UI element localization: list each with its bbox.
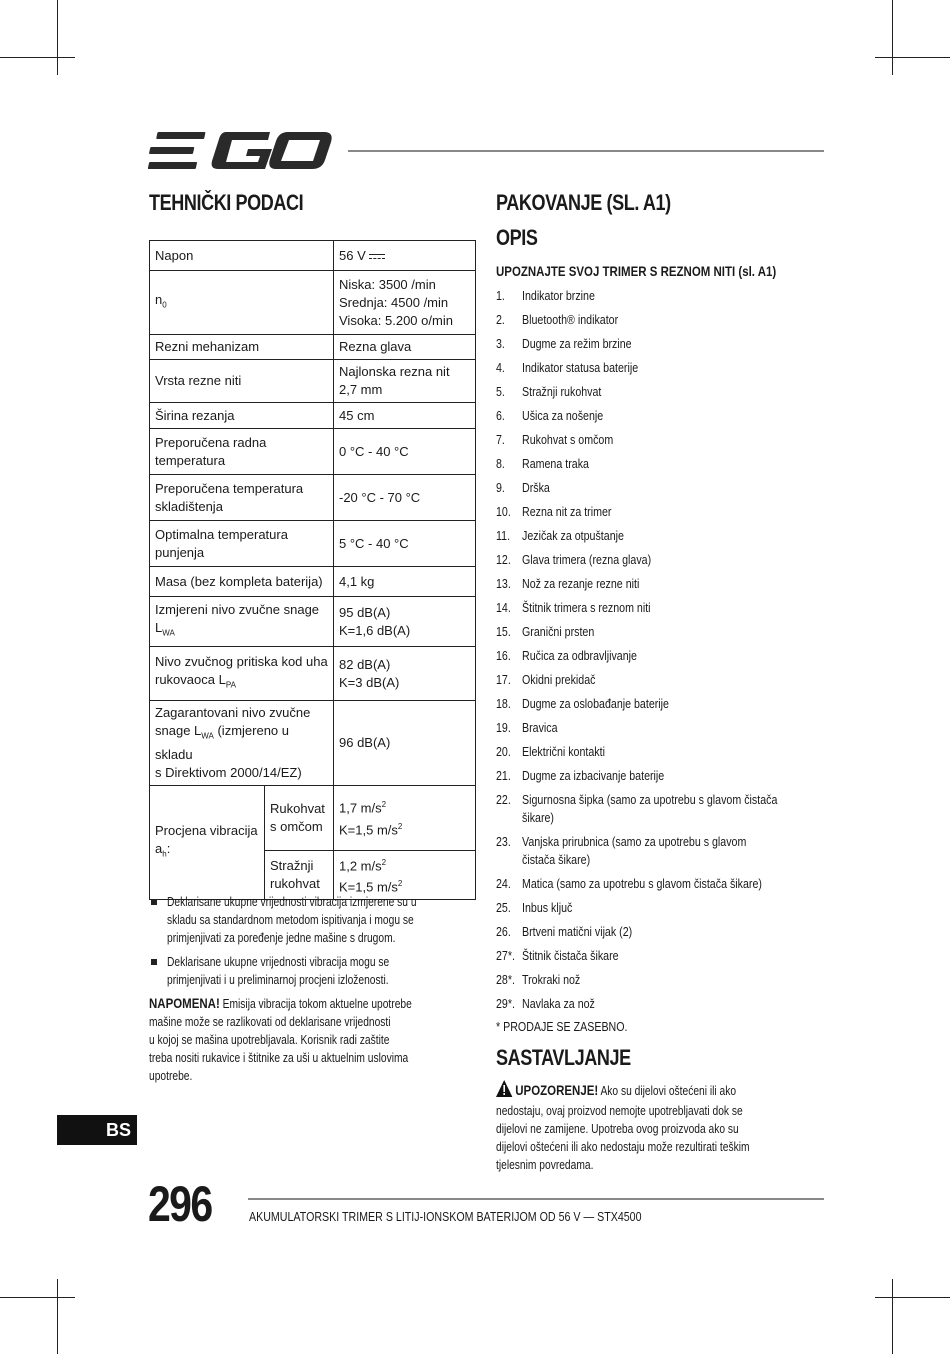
list-item-text: Brtveni matični vijak (2) <box>522 924 633 939</box>
spec-value: 5 °C - 40 °C <box>334 521 476 567</box>
list-item-number: 1. <box>496 288 505 303</box>
list-item <box>496 527 826 545</box>
list-item-number: 27*. <box>496 948 515 963</box>
warning-paragraph: UPOZORENJE! Ako su dijelovi oštećeni ili ako nedostaju, ovaj proizvod nemojte upotrebljavati dok se dijelovi ne zamijene. Upotreba ovog proizvoda ako su dijelovi oštećeni ili ako nedostaju može rezultirati teškim tjelesnim povredama. <box>496 1082 750 1172</box>
spec-value: 82 dB(A) K=3 dB(A) <box>334 647 476 701</box>
list-item <box>496 743 826 761</box>
list-item <box>496 767 826 785</box>
list-item-text: Ušica za nošenje <box>522 408 604 423</box>
spec-value: 96 dB(A) <box>334 701 476 786</box>
bullet-item: Deklarisane ukupne vrijednosti vibracija mogu se primjenjivati i u preliminarnoj procjeni izloženosti. <box>151 953 471 989</box>
header-rule <box>348 150 824 152</box>
list-item-text: Trokraki nož <box>522 972 581 987</box>
list-item-number: 3. <box>496 336 505 351</box>
spec-value: 56 V <box>334 241 476 271</box>
list-item <box>496 551 826 569</box>
list-item-text: Dugme za režim brzine <box>522 336 632 351</box>
list-item <box>496 623 826 641</box>
subheading: UPOZNAJTE SVOJ TRIMER S REZNOM NITI (sl. A1) <box>496 263 777 279</box>
list-item-number: 8. <box>496 456 505 471</box>
ego-logo <box>148 130 334 172</box>
list-item-number: 23. <box>496 834 511 849</box>
list-item-number: 5. <box>496 384 505 399</box>
spec-value: -20 °C - 70 °C <box>334 475 476 521</box>
list-item-number: 15. <box>496 624 511 639</box>
spec-label: Rezni mehanizam <box>150 335 334 360</box>
list-item <box>496 359 826 377</box>
spec-value: 1,2 $m/s^2$ K=1,5 $m/s^2$ <box>334 850 476 900</box>
spec-label: Vrsta rezne niti <box>150 360 334 403</box>
list-item-number: 16. <box>496 648 511 663</box>
language-tab: BS <box>57 1115 137 1145</box>
spec-value: Rezna glava <box>334 335 476 360</box>
bullet-item: Deklarisane ukupne vrijednosti vibracija izmjerene su u skladu sa standardnom metodom ispitivanja i mogu se primjenjivati za poređenje jedne mašine s drugom. <box>151 893 471 947</box>
list-item <box>496 971 826 989</box>
list-item-text: Ramena traka <box>522 456 589 471</box>
spec-label: Izmjereni nivo zvučne snage $L_{WA}$ <box>150 597 334 647</box>
warning-triangle-icon <box>496 1080 512 1102</box>
section-title-packaging: PAKOVANJE (SL. A1) <box>496 190 671 215</box>
list-item-number: 19. <box>496 720 511 735</box>
list-item-text: Bluetooth® indikator <box>522 312 619 327</box>
list-item-number: 17. <box>496 672 511 687</box>
list-item-number: 29*. <box>496 996 515 1011</box>
spec-label: Napon <box>150 241 334 271</box>
list-item <box>496 431 826 449</box>
spec-label: Masa (bez kompleta baterija) <box>150 567 334 597</box>
list-item-text: Navlaka za nož <box>522 996 595 1011</box>
list-item-text: Rukohvat s omčom <box>522 432 614 447</box>
list-item-text: Nož za rezanje rezne niti <box>522 576 640 591</box>
spec-value: Niska: 3500 /min Srednja: 4500 /min Visoka: 5.200 o/min <box>334 271 476 335</box>
parts-list <box>496 287 826 1019</box>
list-item-text: Sigurnosna šipka (samo za upotrebu s glavom čistača šikare) <box>522 792 778 825</box>
list-item <box>496 995 826 1013</box>
list-item <box>496 647 826 665</box>
spec-value: 4,1 kg <box>334 567 476 597</box>
list-item-text: Vanjska prirubnica (samo za upotrebu s glavom čistača šikare) <box>522 834 747 867</box>
list-item-number: 14. <box>496 600 511 615</box>
list-item <box>496 671 826 689</box>
spec-label: $n_0$ <box>150 271 334 335</box>
bullet-square-icon <box>151 899 157 905</box>
list-item-text: Matica (samo za upotrebu s glavom čistača šikare) <box>522 876 762 891</box>
list-item-text: Jezičak za otpuštanje <box>522 528 624 543</box>
list-item <box>496 599 826 617</box>
list-item <box>496 407 826 425</box>
dc-icon <box>369 254 385 259</box>
list-item-text: Glava trimera (rezna glava) <box>522 552 652 567</box>
spec-value: 0 °C - 40 °C <box>334 429 476 475</box>
list-item-text: Inbus ključ <box>522 900 573 915</box>
list-item-text: Stražnji rukohvat <box>522 384 602 399</box>
spec-label: Procjena vibracija $a_h$: <box>150 785 265 900</box>
list-item-text: Bravica <box>522 720 558 735</box>
spec-sublabel: Stražnji rukohvat <box>265 850 334 900</box>
section-title-assembly: SASTAVLJANJE <box>496 1045 631 1070</box>
list-item-number: 18. <box>496 696 511 711</box>
list-item <box>496 947 826 965</box>
list-item <box>496 899 826 917</box>
list-item-text: Okidni prekidač <box>522 672 596 687</box>
list-item-number: 2. <box>496 312 505 327</box>
spec-sublabel: Rukohvat s omčom <box>265 785 334 850</box>
spec-table <box>149 240 476 900</box>
spec-label: Preporučena radna temperatura <box>150 429 334 475</box>
list-item-text: Granični prsten <box>522 624 595 639</box>
footer-rule <box>248 1198 824 1200</box>
list-item-number: 25. <box>496 900 511 915</box>
spec-label: Nivo zvučnog pritiska kod uha rukovaoca $L_{PA}$ <box>150 647 334 701</box>
spec-label: Optimalna temperatura punjenja <box>150 521 334 567</box>
list-item-number: 11. <box>496 528 511 543</box>
list-item-text: Električni kontakti <box>522 744 605 759</box>
list-item-text: Štitnik čistača šikare <box>522 948 619 963</box>
section-title-description: OPIS <box>496 225 538 250</box>
list-item <box>496 311 826 329</box>
list-item <box>496 833 826 869</box>
spec-value: 95 dB(A) K=1,6 dB(A) <box>334 597 476 647</box>
list-item-number: 22. <box>496 792 511 807</box>
list-item-number: 7. <box>496 432 505 447</box>
list-item <box>496 383 826 401</box>
list-item <box>496 791 826 827</box>
list-item-number: 4. <box>496 360 505 375</box>
list-item-number: 10. <box>496 504 511 519</box>
spec-label: Širina rezanja <box>150 403 334 429</box>
list-item <box>496 479 826 497</box>
spec-value: Najlonska rezna nit 2,7 mm <box>334 360 476 403</box>
list-item <box>496 695 826 713</box>
list-item <box>496 503 826 521</box>
list-item-number: 9. <box>496 480 505 495</box>
spec-label: Zagarantovani nivo zvučne snage $L_{WA}$ (izmjereno u skladu s Direktivom 2000/14/EZ) <box>150 701 334 786</box>
bullet-square-icon <box>151 959 157 965</box>
list-item-number: 24. <box>496 876 511 891</box>
section-title-tech: TEHNIČKI PODACI <box>149 190 304 215</box>
list-item-number: 21. <box>496 768 511 783</box>
list-item-number: 26. <box>496 924 511 939</box>
list-item-number: 13. <box>496 576 511 591</box>
list-item-number: 12. <box>496 552 511 567</box>
list-item-number: 20. <box>496 744 511 759</box>
spec-value: 45 cm <box>334 403 476 429</box>
spec-label: Preporučena temperatura skladištenja <box>150 475 334 521</box>
list-item-text: Dugme za izbacivanje baterije <box>522 768 665 783</box>
list-item-text: Indikator brzine <box>522 288 595 303</box>
footer-caption: AKUMULATORSKI TRIMER S LITIJ-IONSKOM BATERIJOM OD 56 V — STX4500 <box>249 1209 642 1224</box>
footnote: * PRODAJE SE ZASEBNO. <box>496 1019 628 1034</box>
spec-value: 1,7 $m/s^2$ K=1,5 $m/s^2$ <box>334 785 476 850</box>
list-item-number: 6. <box>496 408 505 423</box>
list-item <box>496 719 826 737</box>
list-item <box>496 287 826 305</box>
page-number: 296 <box>148 1176 212 1232</box>
list-item-number: 28*. <box>496 972 515 987</box>
list-item <box>496 455 826 473</box>
list-item-text: Dugme za oslobađanje baterije <box>522 696 669 711</box>
list-item <box>496 575 826 593</box>
list-item-text: Ručica za odbravljivanje <box>522 648 637 663</box>
note-paragraph: NAPOMENA! Emisija vibracija tokom aktuelne upotrebe mašine može se razlikovati od deklarisane vrijednosti u kojoj se mašina upotrebljavala. Korisnik radi zaštite treba nositi rukavice i štitnike za uši u aktuelnim uslovima upotrebe. <box>149 995 412 1083</box>
list-item-text: Indikator statusa baterije <box>522 360 639 375</box>
list-item-text: Rezna nit za trimer <box>522 504 612 519</box>
list-item-text: Štitnik trimera s reznom niti <box>522 600 651 615</box>
list-item <box>496 335 826 353</box>
list-item-text: Drška <box>522 480 550 495</box>
list-item <box>496 923 826 941</box>
list-item <box>496 875 826 893</box>
